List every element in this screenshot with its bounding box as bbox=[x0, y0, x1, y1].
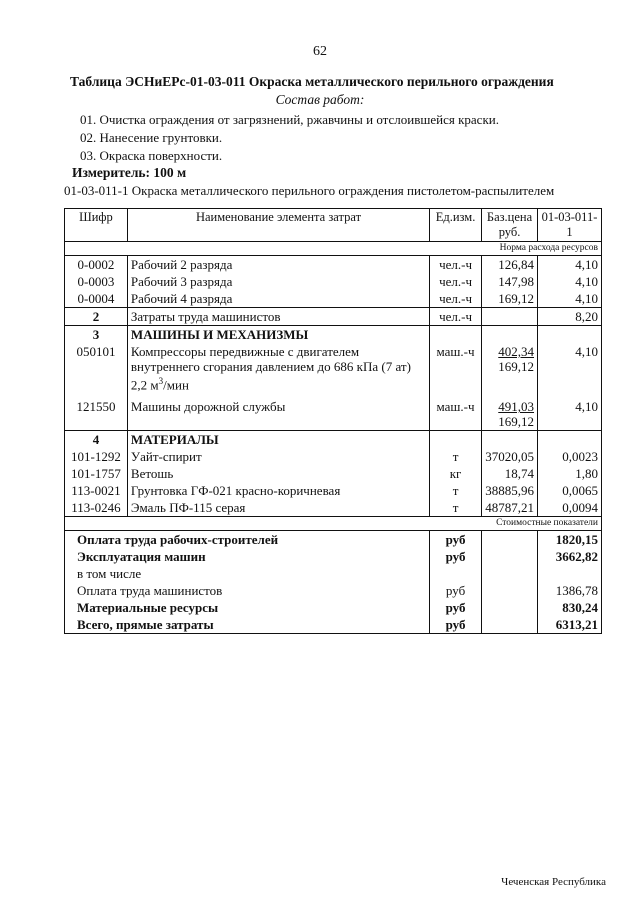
cost-name: Эксплуатация машин bbox=[65, 548, 430, 565]
empty-cell bbox=[482, 565, 538, 582]
row-code: 0-0003 bbox=[65, 273, 128, 290]
row-name-line: Компрессоры передвижные с двигателем bbox=[130, 344, 360, 359]
empty-cell bbox=[482, 326, 538, 344]
table-header-row bbox=[65, 209, 602, 242]
price-machine: 491,03 bbox=[498, 399, 535, 415]
row-name: Затраты труда машинистов bbox=[127, 308, 429, 326]
cost-row bbox=[65, 599, 602, 616]
superscript: 3 bbox=[158, 376, 164, 386]
row-unit: чел.-ч bbox=[430, 273, 482, 290]
subtable-title: 01-03-011-1 Окраска металлического перильного ограждения пистолетом-распылителем bbox=[64, 183, 555, 198]
cost-value: 3662,82 bbox=[538, 548, 602, 565]
cost-unit: руб bbox=[430, 616, 482, 634]
work-item: 02. Нанесение грунтовки. bbox=[80, 130, 223, 145]
cost-unit: руб bbox=[430, 599, 482, 616]
header-code: Шифр bbox=[65, 209, 128, 242]
table-row bbox=[65, 343, 602, 393]
cost-name: Оплата труда машинистов bbox=[65, 582, 430, 599]
cost-caption-row bbox=[65, 517, 602, 531]
footer-region: Чеченская Республика bbox=[501, 876, 606, 888]
table-row bbox=[65, 448, 602, 465]
empty-cell bbox=[538, 431, 602, 449]
cost-name: Оплата труда рабочих-строителей bbox=[65, 531, 430, 549]
row-norm: 0,0094 bbox=[538, 499, 602, 517]
row-name: Уайт-спирит bbox=[127, 448, 429, 465]
page-number: 62 bbox=[313, 44, 327, 59]
row-norm: 4,10 bbox=[538, 343, 602, 393]
cost-unit: руб bbox=[430, 548, 482, 565]
cost-name: Всего, прямые затраты bbox=[65, 616, 430, 634]
empty-cell bbox=[482, 531, 538, 549]
row-name: Ветошь bbox=[127, 465, 429, 482]
table-row bbox=[65, 256, 602, 274]
section-code: 4 bbox=[65, 431, 128, 449]
row-name-part: /мин bbox=[163, 377, 189, 393]
cost-unit: руб bbox=[430, 531, 482, 549]
table-row bbox=[65, 393, 602, 431]
row-unit: чел.-ч bbox=[430, 308, 482, 326]
row-price bbox=[482, 308, 538, 326]
row-name: Рабочий 2 разряда bbox=[127, 256, 429, 274]
measure-unit: Измеритель: 100 м bbox=[72, 165, 187, 180]
row-price: 169,12 bbox=[482, 290, 538, 308]
row-name-line: внутреннего сгорания давлением до 686 кПа (7 ат) bbox=[130, 359, 411, 374]
row-price: 38885,96 bbox=[482, 482, 538, 499]
row-norm: 4,10 bbox=[538, 393, 602, 431]
empty-cell bbox=[538, 326, 602, 344]
row-code: 101-1757 bbox=[65, 465, 128, 482]
row-price bbox=[482, 343, 538, 393]
price-machine: 402,34 bbox=[498, 344, 535, 359]
row-price bbox=[482, 393, 538, 431]
cost-unit: руб bbox=[430, 582, 482, 599]
header-name: Наименование элемента затрат bbox=[127, 209, 429, 242]
row-name: Машины дорожной службы bbox=[127, 393, 429, 431]
section-row bbox=[65, 431, 602, 449]
row-price: 48787,21 bbox=[482, 499, 538, 517]
price-labor: 169,12 bbox=[498, 414, 535, 430]
row-name-part: 2,2 м bbox=[130, 377, 159, 393]
row-unit: чел.-ч bbox=[430, 290, 482, 308]
row-name: Рабочий 4 разряда bbox=[127, 290, 429, 308]
work-composition-heading: Состав работ: bbox=[275, 92, 365, 107]
cost-row bbox=[65, 565, 602, 582]
section-row bbox=[65, 326, 602, 344]
row-unit: маш.-ч bbox=[430, 343, 482, 393]
row-code: 113-0021 bbox=[65, 482, 128, 499]
work-item: 03. Окраска поверхности. bbox=[80, 148, 223, 163]
row-name: Рабочий 3 разряда bbox=[127, 273, 429, 290]
cost-value: 1386,78 bbox=[538, 582, 602, 599]
table-title: Таблица ЭСНиЕРс-01-03-011 Окраска металлического перильного ограждения bbox=[70, 74, 554, 89]
cost-value: 6313,21 bbox=[538, 616, 602, 634]
cost-row bbox=[65, 616, 602, 634]
table-row bbox=[65, 482, 602, 499]
section-name: МАШИНЫ И МЕХАНИЗМЫ bbox=[127, 326, 429, 344]
row-norm: 0,0065 bbox=[538, 482, 602, 499]
row-unit: чел.-ч bbox=[430, 256, 482, 274]
cost-name: в том числе bbox=[65, 565, 430, 582]
row-code: 2 bbox=[65, 308, 128, 326]
row-unit: т bbox=[430, 448, 482, 465]
cost-value bbox=[538, 565, 602, 582]
row-price: 37020,05 bbox=[482, 448, 538, 465]
empty-cell bbox=[482, 599, 538, 616]
row-unit: т bbox=[430, 499, 482, 517]
cost-row bbox=[65, 582, 602, 599]
resource-table bbox=[64, 208, 602, 634]
table-row bbox=[65, 273, 602, 290]
row-unit: кг bbox=[430, 465, 482, 482]
row-norm: 1,80 bbox=[538, 465, 602, 482]
row-name-line bbox=[131, 374, 426, 392]
table-row bbox=[65, 465, 602, 482]
row-code: 0-0004 bbox=[65, 290, 128, 308]
machinist-row bbox=[65, 308, 602, 326]
row-norm: 4,10 bbox=[538, 256, 602, 274]
row-norm: 0,0023 bbox=[538, 448, 602, 465]
row-unit: маш.-ч bbox=[430, 393, 482, 431]
cost-name: Материальные ресурсы bbox=[65, 599, 430, 616]
row-norm: 8,20 bbox=[538, 308, 602, 326]
table-row bbox=[65, 290, 602, 308]
row-price: 18,74 bbox=[482, 465, 538, 482]
empty-cell bbox=[430, 326, 482, 344]
row-name: Грунтовка ГФ-021 красно-коричневая bbox=[127, 482, 429, 499]
empty-cell bbox=[482, 616, 538, 634]
header-price: Баз.цена руб. bbox=[482, 209, 538, 242]
cost-unit bbox=[430, 565, 482, 582]
cost-value: 1820,15 bbox=[538, 531, 602, 549]
cost-row bbox=[65, 548, 602, 565]
row-name bbox=[127, 343, 429, 393]
row-code: 113-0246 bbox=[65, 499, 128, 517]
norm-caption: Норма расхода ресурсов bbox=[65, 242, 602, 256]
cost-row bbox=[65, 531, 602, 549]
cost-value: 830,24 bbox=[538, 599, 602, 616]
row-unit: т bbox=[430, 482, 482, 499]
row-code: 121550 bbox=[65, 393, 128, 431]
row-code: 101-1292 bbox=[65, 448, 128, 465]
empty-cell bbox=[482, 582, 538, 599]
price-labor: 169,12 bbox=[498, 359, 535, 374]
section-code: 3 bbox=[65, 326, 128, 344]
row-price: 126,84 bbox=[482, 256, 538, 274]
empty-cell bbox=[430, 431, 482, 449]
empty-cell bbox=[482, 431, 538, 449]
header-unit: Ед.изм. bbox=[430, 209, 482, 242]
row-norm: 4,10 bbox=[538, 273, 602, 290]
row-code: 0-0002 bbox=[65, 256, 128, 274]
cost-caption: Стоимостные показатели bbox=[65, 517, 602, 531]
row-code: 050101 bbox=[65, 343, 128, 393]
table-row bbox=[65, 499, 602, 517]
row-price: 147,98 bbox=[482, 273, 538, 290]
norm-caption-row bbox=[65, 242, 602, 256]
work-item: 01. Очистка ограждения от загрязнений, ржавчины и отслоившейся краски. bbox=[80, 112, 499, 127]
header-norm: 01-03-011-1 bbox=[538, 209, 602, 242]
section-name: МАТЕРИАЛЫ bbox=[127, 431, 429, 449]
empty-cell bbox=[482, 548, 538, 565]
row-name: Эмаль ПФ-115 серая bbox=[127, 499, 429, 517]
row-norm: 4,10 bbox=[538, 290, 602, 308]
